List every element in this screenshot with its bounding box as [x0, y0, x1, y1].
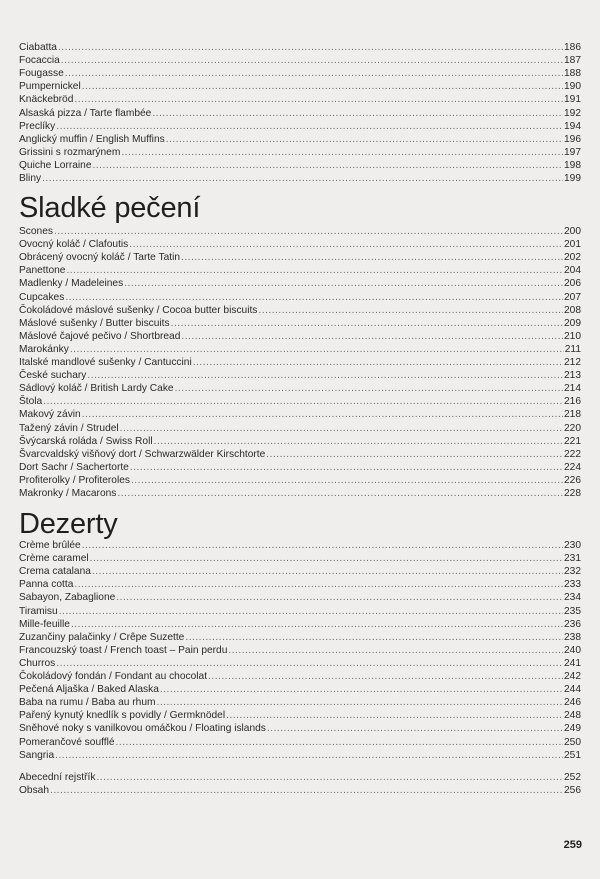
dot-leader — [82, 408, 563, 421]
dot-leader — [193, 356, 563, 369]
dot-leader — [258, 304, 563, 317]
dot-leader — [65, 291, 563, 304]
toc-entry-page: 222 — [564, 448, 581, 460]
toc-entry-page: 224 — [564, 461, 581, 473]
toc-entry — [19, 356, 581, 369]
dot-leader — [74, 578, 563, 591]
dot-leader — [96, 771, 563, 784]
toc-entry — [19, 644, 581, 657]
toc-entry-title: Švarcvaldský višňový dort / Schwarzwälder Kirschtorte — [19, 448, 266, 460]
dot-leader — [124, 277, 563, 290]
toc-entry-title: Alsaská pizza / Tarte flambée — [19, 107, 152, 119]
toc-entry — [19, 80, 581, 93]
toc-entry-page: 218 — [564, 409, 581, 421]
toc-entry-title: Ciabatta — [19, 42, 57, 53]
toc-entry — [19, 709, 581, 722]
dot-leader — [228, 644, 563, 657]
toc-entry — [19, 146, 581, 159]
toc-entry-page: 246 — [564, 697, 581, 709]
dot-leader — [93, 159, 564, 172]
dot-leader — [226, 709, 563, 722]
toc-entry-title: Crème brûlée — [19, 540, 81, 551]
toc-entry-title: Bliny — [19, 173, 42, 184]
toc-entry-page: 214 — [564, 383, 581, 395]
toc-entry-page: 221 — [564, 435, 581, 447]
dot-leader — [160, 683, 563, 696]
toc-entry-page: 202 — [564, 252, 581, 264]
toc-entry-page: 207 — [564, 291, 581, 303]
toc-entry — [19, 159, 581, 172]
toc-entry — [19, 251, 581, 264]
toc-entry-title: Fougasse — [19, 68, 64, 80]
dot-leader — [82, 539, 563, 552]
toc-entry-page: 236 — [564, 618, 581, 630]
toc-entry — [19, 448, 581, 461]
toc-entry-title: Focaccia — [19, 55, 60, 67]
dot-leader — [154, 435, 563, 448]
toc-entry-page: 251 — [564, 749, 581, 761]
toc-entry-page: 197 — [564, 146, 581, 158]
toc-entry-title: Ovocný koláč / Clafoutis — [19, 239, 129, 251]
toc-entry — [19, 696, 581, 709]
toc-entry — [19, 605, 581, 618]
toc-entry-title: Pomerančové soufflé — [19, 736, 115, 748]
toc-entry-title: Sněhové noky s vanilkovou omáčkou / Floating islands — [19, 723, 266, 735]
toc-entry-page: 232 — [564, 566, 581, 578]
toc-entry-title: Máslové čajové pečivo / Shortbread — [19, 330, 181, 342]
toc-entry-page: 191 — [564, 94, 581, 106]
toc-entry-title: Scones — [19, 226, 53, 237]
dot-leader — [90, 552, 563, 565]
dot-leader — [55, 749, 563, 762]
section-heading: Dezerty — [19, 508, 118, 540]
toc-entry-title: Profiterolky / Profiteroles — [19, 474, 130, 486]
toc-entry-page: 249 — [564, 723, 581, 735]
toc-entry — [19, 408, 581, 421]
toc-entry — [19, 435, 581, 448]
section-heading: Sladké pečení — [19, 192, 201, 224]
toc-entry — [19, 683, 581, 696]
toc-entry — [19, 107, 581, 120]
toc-entry-page: 234 — [564, 592, 581, 604]
toc-entry-page: 210 — [564, 330, 581, 342]
toc-entry-page: 198 — [564, 159, 581, 171]
toc-entry-title: Panna cotta — [19, 579, 74, 591]
dot-leader — [54, 225, 563, 238]
toc-entry — [19, 422, 581, 435]
dot-leader — [82, 80, 563, 93]
toc-entry-page: 209 — [564, 317, 581, 329]
toc-entry-page: 233 — [564, 579, 581, 591]
dot-leader — [166, 133, 563, 146]
toc-entry — [19, 487, 581, 500]
toc-entry-page: 235 — [564, 605, 581, 617]
toc-entry-page: 240 — [564, 644, 581, 656]
toc-entry — [19, 722, 581, 735]
toc-entry-page: 256 — [564, 785, 581, 797]
toc-entry-page: 194 — [564, 120, 581, 132]
toc-entry-title: Mille-feuille — [19, 618, 70, 630]
toc-entry-page: 188 — [564, 68, 581, 80]
toc-entry-title: Obsah — [19, 785, 50, 797]
toc-entry-page: 212 — [564, 357, 581, 368]
toc-entry-title: Zuzančiny palačinky / Crêpe Suzette — [19, 631, 185, 643]
toc-entry — [19, 578, 581, 591]
toc-entry — [19, 67, 581, 80]
toc-entry — [19, 539, 581, 552]
toc-entry-page: 238 — [564, 631, 581, 643]
toc-entry — [19, 93, 581, 106]
dot-leader — [120, 422, 563, 435]
toc-entry-page: 241 — [564, 657, 581, 669]
page-number: 259 — [563, 839, 582, 851]
toc-entry-title: Baba na rumu / Baba au rhum — [19, 697, 156, 709]
toc-entry-title: Pečená Aljaška / Baked Alaska — [19, 684, 159, 696]
toc-entry-page: 230 — [564, 540, 581, 551]
toc-entry-title: Preclíky — [19, 120, 56, 132]
dot-leader — [42, 172, 563, 185]
dot-leader — [181, 251, 563, 264]
toc-entry-page: 208 — [564, 304, 581, 316]
toc-entry-title: Marokánky — [19, 343, 69, 355]
toc-entry-title: Crema catalana — [19, 566, 91, 578]
toc-entry — [19, 618, 581, 631]
dot-leader — [171, 317, 563, 330]
toc-entry — [19, 749, 581, 762]
toc-entry-title: Máslové sušenky / Butter biscuits — [19, 317, 170, 329]
toc-entry — [19, 771, 581, 784]
toc-entry-page: 248 — [564, 710, 581, 722]
dot-leader — [267, 722, 563, 735]
toc-entry-page: 196 — [564, 133, 581, 145]
toc-entry — [19, 225, 581, 238]
toc-entry — [19, 317, 581, 330]
dot-leader — [65, 67, 563, 80]
toc-entry — [19, 670, 581, 683]
toc-entry-title: Francouzský toast / French toast – Pain perdu — [19, 644, 228, 656]
toc-entry-title: Abecední rejstřík — [19, 772, 96, 783]
toc-entry — [19, 395, 581, 408]
toc-entry-title: Anglický muffin / English Muffins — [19, 133, 165, 145]
toc-entry-page: 250 — [564, 736, 581, 748]
toc-entry — [19, 41, 581, 54]
toc-entry — [19, 291, 581, 304]
toc-entry-title: Pumpernickel — [19, 81, 81, 93]
dot-leader — [58, 41, 563, 54]
toc-entry — [19, 172, 581, 185]
toc-entry-title: Švýcarská roláda / Swiss Roll — [19, 435, 153, 447]
toc-entry — [19, 330, 581, 343]
toc-entry — [19, 343, 581, 356]
toc-entry — [19, 264, 581, 277]
toc-entry-title: Cupcakes — [19, 291, 65, 303]
toc-entry — [19, 657, 581, 670]
toc-entry-page: 213 — [564, 370, 581, 382]
toc-entry-page: 199 — [564, 173, 581, 184]
toc-entry — [19, 369, 581, 382]
dot-leader — [131, 474, 563, 487]
toc-entry — [19, 565, 581, 578]
dot-leader — [152, 107, 563, 120]
toc-entry-title: Čokoládové máslové sušenky / Cocoa butter biscuits — [19, 304, 258, 316]
toc-entry-title: Pařený kynutý knedlík s povidly / Germknödel — [19, 710, 226, 722]
toc-entry — [19, 591, 581, 604]
dot-leader — [66, 264, 563, 277]
toc-entry-page: 192 — [564, 107, 581, 119]
toc-entry-title: Čokoládový fondán / Fondant au chocolat — [19, 671, 208, 682]
toc-entry-page: 187 — [564, 55, 581, 67]
toc-entry — [19, 238, 581, 251]
toc-entry-title: Sabayon, Zabaglione — [19, 592, 116, 604]
toc-entry-title: Dort Sachr / Sachertorte — [19, 461, 129, 473]
dot-leader — [156, 696, 563, 709]
toc-entry-title: České suchary — [19, 370, 87, 382]
toc-entry-title: Makový závin — [19, 409, 81, 421]
toc-entry — [19, 631, 581, 644]
toc-entry-page: 206 — [564, 278, 581, 290]
toc-entry — [19, 552, 581, 565]
toc-entry — [19, 133, 581, 146]
dot-leader — [181, 330, 563, 343]
toc-entry-page: 220 — [564, 422, 581, 434]
dot-leader — [121, 146, 563, 159]
dot-leader — [59, 605, 563, 618]
dot-leader — [74, 93, 563, 106]
dot-leader — [175, 382, 563, 395]
toc-entry-title: Crème caramel — [19, 553, 89, 565]
dot-leader — [129, 238, 563, 251]
toc-entry — [19, 784, 581, 797]
toc-entry-title: Madlenky / Madeleines — [19, 278, 124, 290]
toc-entry-title: Italské mandlové sušenky / Cantuccini — [19, 357, 192, 368]
toc-entry-title: Panettone — [19, 265, 66, 277]
toc-entry — [19, 304, 581, 317]
dot-leader — [43, 395, 563, 408]
dot-leader — [87, 369, 563, 382]
toc-entry-title: Grissini s rozmarýnem — [19, 146, 121, 158]
dot-leader — [61, 54, 563, 67]
toc-entry — [19, 736, 581, 749]
toc-entry-page: 190 — [564, 81, 581, 93]
dot-leader — [56, 120, 563, 133]
toc-entry-title: Churros — [19, 657, 56, 669]
toc-entry-title: Sangria — [19, 749, 55, 761]
toc-entry-page: 228 — [564, 488, 581, 499]
toc-entry-title: Sádlový koláč / British Lardy Cake — [19, 383, 174, 395]
toc-entry-title: Štola — [19, 396, 43, 408]
toc-entry-page: 200 — [564, 226, 581, 237]
toc-entry-page: 201 — [564, 239, 581, 251]
dot-leader — [116, 591, 563, 604]
dot-leader — [56, 657, 563, 670]
dot-leader — [70, 343, 564, 356]
toc-entry-title: Obrácený ovocný koláč / Tarte Tatin — [19, 252, 181, 264]
toc-entry-page: 242 — [564, 671, 581, 682]
dot-leader — [266, 448, 563, 461]
toc-entry-title: Tažený závin / Strudel — [19, 422, 119, 434]
toc-entry-page: 211 — [564, 343, 581, 355]
toc-entry-page: 244 — [564, 684, 581, 696]
toc-entry-title: Quiche Lorraine — [19, 159, 92, 171]
dot-leader — [130, 461, 563, 474]
toc-entry — [19, 461, 581, 474]
dot-leader — [92, 565, 563, 578]
toc-entry-page: 186 — [564, 42, 581, 53]
toc-entry-title: Makronky / Macarons — [19, 488, 117, 499]
toc-entry-title: Tiramisu — [19, 605, 58, 617]
dot-leader — [208, 670, 563, 683]
toc-entry — [19, 120, 581, 133]
toc-entry — [19, 277, 581, 290]
toc-entry — [19, 474, 581, 487]
toc-entry-page: 252 — [564, 772, 581, 783]
dot-leader — [116, 736, 563, 749]
dot-leader — [71, 618, 563, 631]
toc-entry — [19, 382, 581, 395]
toc-entry-page: 226 — [564, 474, 581, 486]
toc-entry-title: Knäckebröd — [19, 94, 74, 106]
toc-entry-page: 231 — [564, 553, 581, 565]
toc-entry-page: 216 — [564, 396, 581, 408]
toc-entry — [19, 54, 581, 67]
dot-leader — [117, 487, 563, 500]
dot-leader — [185, 631, 563, 644]
dot-leader — [50, 784, 563, 797]
toc-entry-page: 204 — [564, 265, 581, 277]
